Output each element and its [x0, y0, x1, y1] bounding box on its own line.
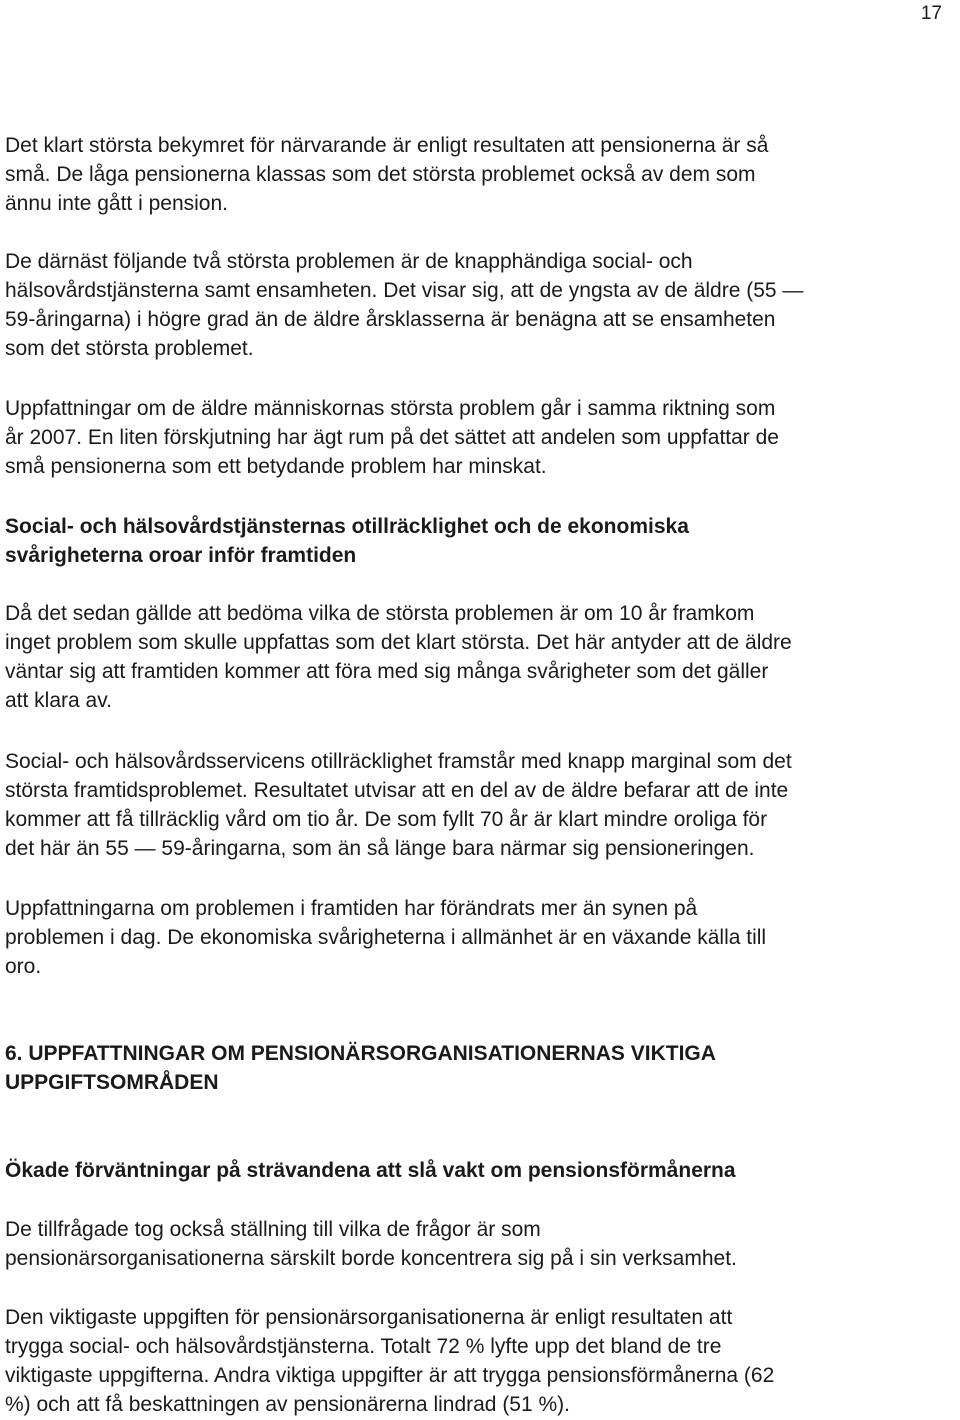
- heading-line: UPPGIFTSOMRÅDEN: [5, 1071, 219, 1094]
- text-line: största framtidsproblemet. Resultatet utvisar att en del av de äldre befarar att de inte: [5, 779, 789, 802]
- text-line: Det klart största bekymret för närvarande är enligt resultaten att pensionerna är så: [5, 134, 769, 157]
- text-line: 59-åringarna) i högre grad än de äldre årsklasserna är benägna att se ensamheten: [5, 308, 776, 331]
- text-line: De tillfrågade tog också ställning till vilka de frågor är som: [5, 1218, 541, 1241]
- text-line: Då det sedan gällde att bedöma vilka de största problemen är om 10 år framkom: [5, 602, 755, 625]
- text-line: att klara av.: [5, 689, 112, 712]
- text-line: ännu inte gått i pension.: [5, 192, 229, 215]
- text-line: Uppfattningar om de äldre människornas största problem går i samma riktning som: [5, 397, 776, 420]
- text-line: Uppfattningarna om problemen i framtiden har förändrats mer än synen på: [5, 897, 698, 920]
- heading-line: Social- och hälsovårdstjänsternas otillräcklighet och de ekonomiska: [5, 515, 689, 538]
- heading-line: Ökade förväntningar på strävandena att slå vakt om pensionsförmånerna: [5, 1159, 736, 1182]
- heading-line: svårigheterna oroar inför framtiden: [5, 544, 357, 567]
- text-line: små. De låga pensionerna klassas som det största problemet också av dem som: [5, 163, 756, 186]
- text-line: inget problem som skulle uppfattas som det klart största. Det här antyder att de äldre: [5, 631, 792, 654]
- text-line: pensionärsorganisationerna särskilt borde koncentrera sig på i sin verksamhet.: [5, 1247, 737, 1270]
- text-line: små pensionerna som ett betydande problem har minskat.: [5, 455, 547, 478]
- text-line: Social- och hälsovårdsservicens otillräcklighet framstår med knapp marginal som det: [5, 750, 792, 773]
- text-line: oro.: [5, 955, 42, 978]
- text-line: väntar sig att framtiden kommer att föra med sig många svårigheter som det gäller: [5, 660, 769, 683]
- page-number: 17: [920, 3, 942, 24]
- text-line: år 2007. En liten förskjutning har ägt rum på det sättet att andelen som uppfattar de: [5, 426, 779, 449]
- text-line: problemen i dag. De ekonomiska svårigheterna i allmänhet är en växande källa till: [5, 926, 767, 949]
- text-line: som det största problemet.: [5, 337, 254, 360]
- text-line: hälsovårdstjänsterna samt ensamheten. Det visar sig, att de yngsta av de äldre (55 —: [5, 279, 804, 302]
- heading-line: 6. UPPFATTNINGAR OM PENSIONÄRSORGANISATIONERNAS VIKTIGA: [5, 1042, 716, 1065]
- text-line: Den viktigaste uppgiften för pensionärsorganisationerna är enligt resultaten att: [5, 1306, 733, 1329]
- text-line: viktigaste uppgifterna. Andra viktiga uppgifter är att trygga pensionsförmånerna (62: [5, 1364, 775, 1387]
- text-line: kommer att få tillräcklig vård om tio år. De som fyllt 70 år är klart mindre oroliga för: [5, 808, 768, 831]
- text-line: det här än 55 — 59-åringarna, som än så länge bara närmar sig pensioneringen.: [5, 837, 755, 860]
- text-line: %) och att få beskattningen av pensionärerna lindrad (51 %).: [5, 1393, 571, 1416]
- text-line: trygga social- och hälsovårdstjänsterna. Totalt 72 % lyfte upp det bland de tre: [5, 1335, 722, 1358]
- text-line: De därnäst följande två största problemen är de knapphändiga social- och: [5, 250, 693, 273]
